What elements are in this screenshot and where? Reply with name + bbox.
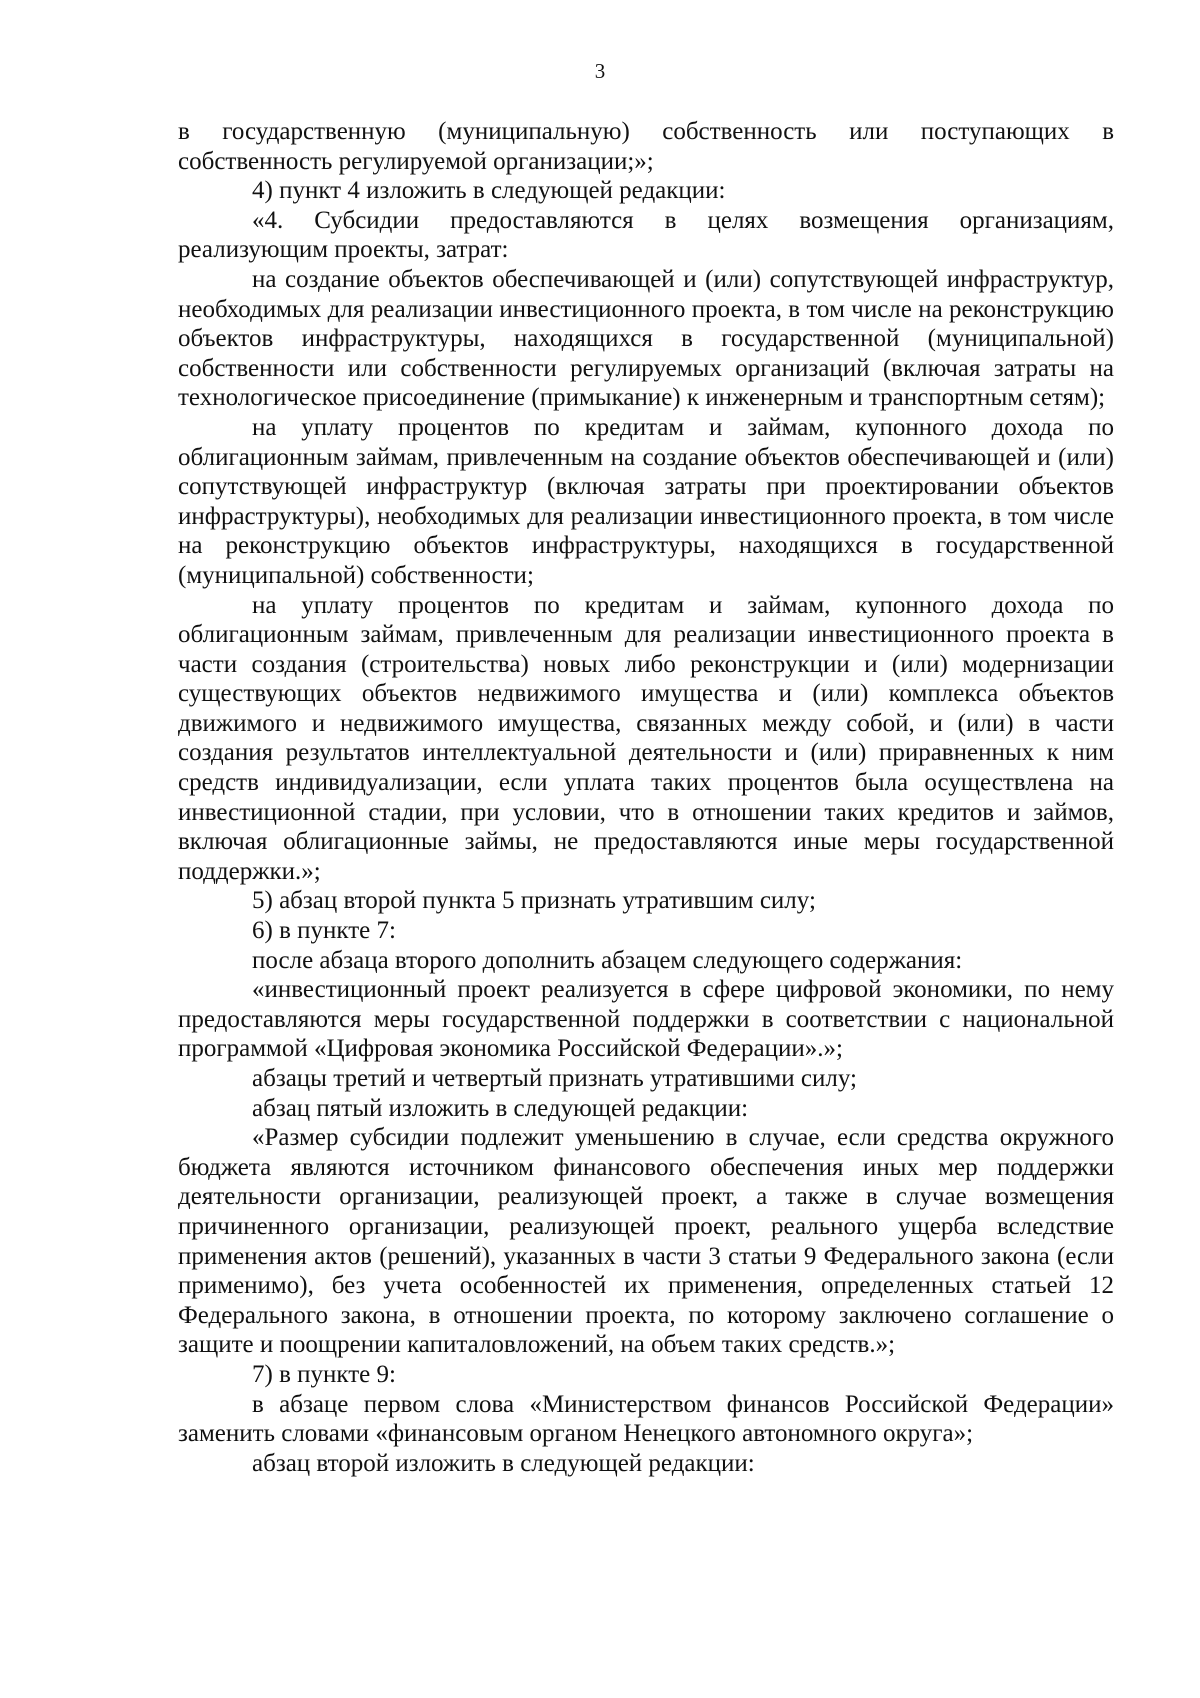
paragraph-third-fourth-void: абзацы третий и четвертый признать утратившими силу;: [252, 1065, 857, 1092]
paragraph-interest-investment: на уплату процентов по кредитам и займам, купонного дохода по облигационным займам, привлеченным для реализации инвестиционного проекта в части создания (строительства) новых либо реконструкции и (или) модернизации существующих объектов недвижимого имущества и (или) комплекса объектов движимого и недвижимого имущества, связанных между собой, и (или) в части создания результатов интеллектуальной деятельности и (или) приравненных к ним средств индивидуализации, если уплата таких процентов была осуществлена на инвестиционной стадии, при условии, что в отношении таких кредитов и займов, включая облигационные займы, не предоставляются иные меры государственной поддержки.»;: [178, 591, 1114, 885]
document-body: [178, 117, 1114, 1478]
paragraph-item-6: 6) в пункте 7:: [252, 917, 396, 945]
paragraph-continuation: в государственную (муниципальную) собственность или поступающих в собственность регулируемой организации;»;: [178, 118, 1114, 175]
paragraph-second-new-edition: абзац второй изложить в следующей редакции:: [252, 1449, 755, 1477]
paragraph-add-after-second: после абзаца второго дополнить абзацем следующего содержания:: [252, 946, 963, 974]
paragraph-digital-economy: «инвестиционный проект реализуется в сфере цифровой экономики, по нему предоставляются меры государственной поддержки в соответствии с национальной программой «Цифровая экономика Российской Федерации».»;: [178, 976, 1114, 1063]
page-number: 3: [594, 59, 606, 83]
paragraph-subsidies-purpose: «4. Субсидии предоставляются в целях возмещения организациям, реализующим проекты, затрат:: [178, 206, 1114, 264]
paragraph-subsidy-reduction: «Размер субсидии подлежит уменьшению в случае, если средства окружного бюджета являются источником финансового обеспечения иных мер поддержки деятельности организации, реализующей проект, а также в случае возмещения причиненного организации, реализующей проект, реального ущерба вследствие применения актов (решений), указанных в части 3 статьи 9 Федерального закона (если применимо), без учета особенностей их применения, определенных статьей 12 Федерального закона, в отношении проекта, по которому заключено соглашение о защите и поощрении капиталовложений, на объем таких средств.»;: [178, 1124, 1114, 1359]
paragraph-replace-words: в абзаце первом слова «Министерством финансов Российской Федерации» заменить словами «финансовым органом Ненецкого автономного округа»;: [178, 1390, 1114, 1448]
paragraph-infrastructure-costs: на создание объектов обеспечивающей и (или) сопутствующей инфраструктур, необходимых для реализации инвестиционного проекта, в том числе на реконструкцию объектов инфраструктуры, находящихся в государственной (муниципальной) собственности или собственности регулируемых организаций (включая затраты на технологическое присоединение (примыкание) к инженерным и транспортным сетям);: [178, 265, 1114, 412]
paragraph-item-7: 7) в пункте 9:: [252, 1360, 396, 1388]
paragraph-item-5: 5) абзац второй пункта 5 признать утратившим силу;: [252, 887, 816, 915]
paragraph-fifth-new-edition: абзац пятый изложить в следующей редакции:: [252, 1094, 749, 1122]
paragraph-item-4: 4) пункт 4 изложить в следующей редакции:: [252, 177, 726, 205]
paragraph-interest-infrastructure: на уплату процентов по кредитам и займам, купонного дохода по облигационным займам, привлеченным на создание объектов обеспечивающей и (или) сопутствующей инфраструктур (включая затраты при проектировании объектов инфраструктуры), необходимых для реализации инвестиционного проекта, в том числе на реконструкцию объектов инфраструктуры, находящихся в государственной (муниципальной) собственности;: [178, 413, 1114, 589]
